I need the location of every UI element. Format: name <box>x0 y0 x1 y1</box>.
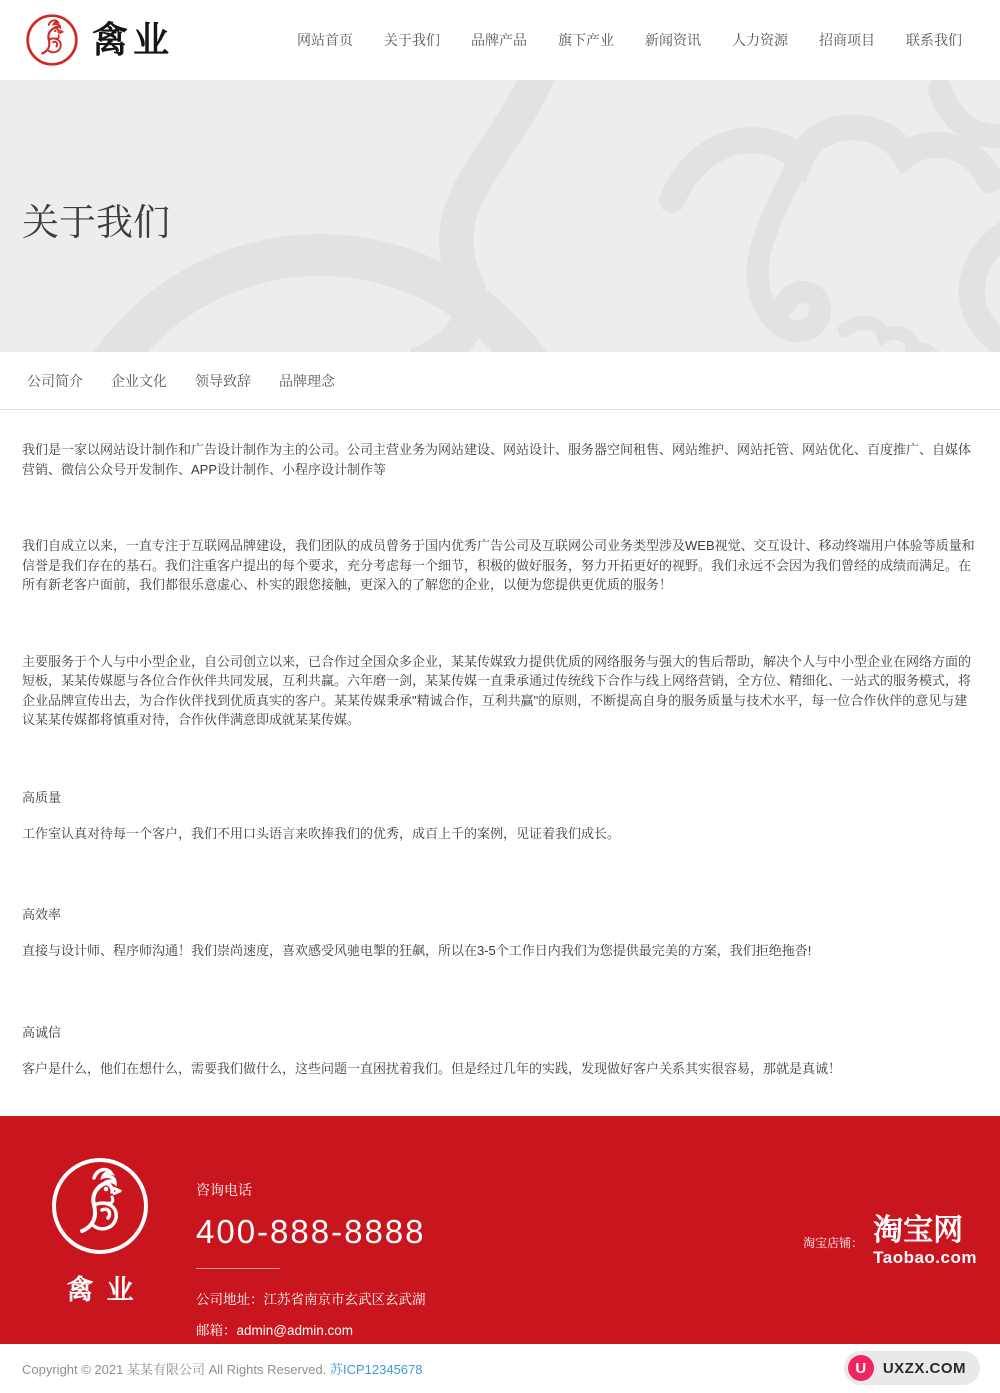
taobao-logo-en: Taobao.com <box>873 1248 977 1267</box>
footer-divider <box>196 1268 280 1269</box>
nav-item-contact[interactable]: 联系我们 <box>906 32 962 48</box>
nav-item-about[interactable]: 关于我们 <box>384 32 440 48</box>
taobao-logo <box>873 1216 977 1268</box>
nav-item-industries[interactable]: 旗下产业 <box>558 32 614 48</box>
site-logo[interactable] <box>25 13 174 67</box>
nav-item-home[interactable]: 网站首页 <box>297 32 353 48</box>
taobao-logo-cn: 淘宝网 <box>873 1214 964 1247</box>
about-paragraph-2: 我们自成立以来，一直专注于互联网品牌建设，我们团队的成员曾务于国内优秀广告公司及互联网公司业务类型涉及WEB视觉、交互设计、移动终端用户体验等质量和信誉是我们存在的基石。我们注重客户提出的每个要求，充分考虑每一个细节，积极的做好服务，努力开拓更好的视野。我们永远不会因为我们曾经的成绩而满足。在所有新老客户面前，我们都很乐意虚心、朴实的跟您接触，更深入的了解您的企业，以便为您提供更优质的服务！ <box>22 538 975 592</box>
rooster-logo-icon <box>25 13 79 67</box>
feature-quality-text: 工作室认真对待每一个客户，我们不用口头语言来吹捧我们的优秀，成百上千的案例，见证着我们成长。 <box>22 825 621 841</box>
icp-link[interactable]: 苏ICP12345678 <box>329 1361 423 1377</box>
feature-efficiency-title: 高效率 <box>22 907 62 922</box>
nav-item-hr[interactable]: 人力资源 <box>732 32 788 48</box>
about-content <box>0 410 1000 1116</box>
uxzx-icon: U <box>848 1355 874 1381</box>
site-footer <box>0 1116 1000 1344</box>
nav-item-news[interactable]: 新闻资讯 <box>645 32 701 48</box>
page-banner <box>0 80 1000 352</box>
footer-rooster-icon <box>48 1156 152 1256</box>
nav-item-investment[interactable]: 招商项目 <box>819 32 875 48</box>
company-address: 公司地址：江苏省南京市玄武区玄武湖 <box>196 1292 426 1307</box>
copyright-statement: Copyright © 2021 某某有限公司 All Rights Reserved. <box>22 1361 327 1377</box>
uxzx-badge-text: UXZX.COM <box>882 1359 966 1377</box>
footer-logo-wordmark: 禽业 <box>66 1275 147 1306</box>
feature-quality-title: 高质量 <box>22 789 62 805</box>
feature-efficiency <box>22 904 978 961</box>
page-title: 关于我们 <box>22 202 170 243</box>
tab-brand-philosophy[interactable]: 品牌理念 <box>279 372 335 389</box>
site-header <box>0 0 1000 80</box>
nav-item-products[interactable]: 品牌产品 <box>471 32 527 48</box>
phone-number: 400-888-8888 <box>196 1213 426 1250</box>
feature-integrity-text: 客户是什么，他们在想什么，需要我们做什么，这些问题一直困扰着我们。但是经过几年的实践，发现做好客户关系其实很容易，那就是真诚！ <box>22 1060 842 1076</box>
tab-corporate-culture[interactable]: 企业文化 <box>111 372 167 389</box>
main-nav <box>297 30 962 50</box>
footer-contact <box>196 1156 426 1344</box>
uxzx-badge[interactable] <box>844 1351 980 1385</box>
phone-label: 咨询电话 <box>196 1182 252 1198</box>
taobao-shop-label: 淘宝店铺： <box>803 1235 864 1250</box>
feature-integrity-title: 高诚信 <box>22 1024 62 1040</box>
feature-quality <box>22 787 978 844</box>
footer-logo <box>48 1156 152 1344</box>
taobao-shop-link[interactable] <box>803 1216 977 1268</box>
company-email: 邮箱：admin@admin.com <box>196 1323 353 1338</box>
feature-efficiency-text: 直接与设计师、程序师沟通！我们崇尚速度，喜欢感受风驰电掣的狂飙，所以在3-5个工作日内我们为您提供最完美的方案，我们拒绝拖沓! <box>22 943 812 958</box>
about-paragraph-3: 主要服务于个人与中小型企业，自公司创立以来，已合作过全国众多企业，某某传媒致力提供优质的网络服务与强大的售后帮助，解决个人与中小型企业在网络方面的短板，某某传媒愿与各位合作伙伴共同发展，互利共赢。六年磨一剑，某某传媒一直秉承通过传统线下合作与线上网络营销，全方位、精细化、一站式的服务模式，将企业品牌宣传出去，为合作伙伴找到优质真实的客户。某某传媒秉承"精诚合作，互利共赢"的原则，不断提高自身的服务质量与技术水平，每一位合作伙伴的意见与建议某某传媒都将慎重对待，合作伙伴满意即成就某某传媒。 <box>22 653 972 727</box>
copyright-bar <box>0 1344 1000 1392</box>
feature-integrity <box>22 1022 978 1079</box>
tab-company-profile[interactable]: 公司简介 <box>27 372 83 389</box>
about-subnav <box>0 352 1000 410</box>
logo-wordmark: 禽业 <box>92 19 175 61</box>
copyright-text <box>22 1359 423 1378</box>
tab-leader-speech[interactable]: 领导致辞 <box>195 372 251 389</box>
about-paragraph-1: 我们是一家以网站设计制作和广告设计制作为主的公司。公司主营业务为网站建设、网站设计、服务器空间租售、网站维护、网站托管、网站优化、百度推广、自媒体营销、微信公众号开发制作、APP设计制作、小程序设计制作等 <box>22 442 972 477</box>
